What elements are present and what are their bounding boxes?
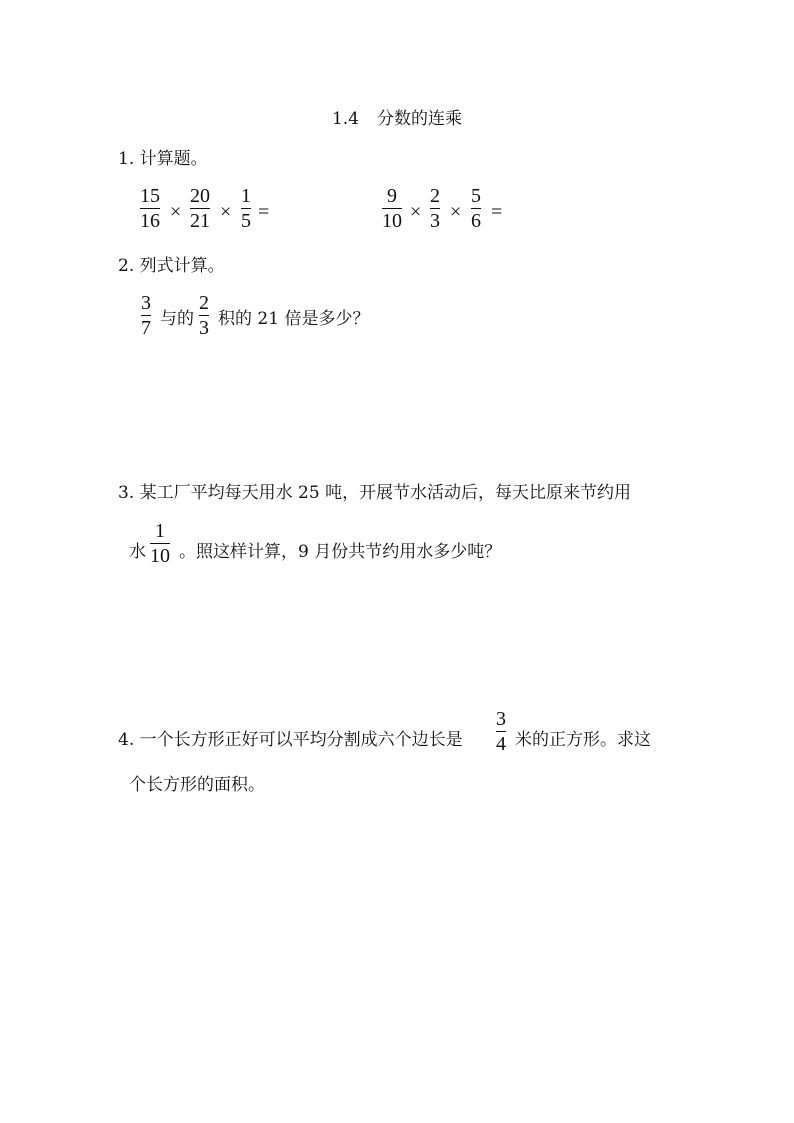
times-sign: × [450, 201, 462, 223]
fraction-bar [140, 208, 160, 209]
fraction [471, 185, 481, 232]
fraction [430, 185, 440, 232]
fraction-bar [150, 543, 170, 544]
denominator: 16 [140, 210, 160, 233]
fraction-bar [471, 208, 481, 209]
page-title [0, 104, 794, 129]
question-2-label: 2. 列式计算。 [118, 256, 225, 276]
times-sign: × [410, 201, 422, 223]
question-4-text: 4. 一个长方形正好可以平均分割成六个边长是 [118, 730, 463, 750]
fraction [241, 185, 251, 232]
numerator: 5 [471, 185, 481, 207]
question-4-line-2: 个长方形的面积。 [129, 775, 265, 795]
times-sign: × [170, 201, 182, 223]
fraction-bar [496, 731, 506, 732]
fraction [190, 185, 210, 232]
denominator: 5 [241, 210, 251, 233]
denominator: 10 [382, 210, 402, 233]
fraction [496, 708, 506, 755]
fraction [150, 520, 170, 567]
times-sign: × [220, 201, 232, 223]
numerator: 3 [141, 292, 151, 314]
fraction-bar [382, 208, 402, 209]
denominator: 6 [471, 210, 481, 233]
question-3-text: 水 [129, 542, 146, 562]
denominator: 7 [141, 317, 151, 340]
question-2-text: 积的 21 倍是多少？ [218, 309, 370, 329]
denominator: 3 [199, 317, 209, 340]
numerator: 2 [199, 292, 209, 314]
numerator: 9 [387, 185, 397, 207]
denominator: 4 [496, 733, 506, 756]
numerator: 1 [155, 520, 165, 542]
fraction [199, 292, 209, 339]
question-3-line-1: 3. 某工厂平均每天用水 25 吨，开展节水活动后，每天比原来节约用 [118, 483, 632, 503]
numerator: 2 [430, 185, 440, 207]
fraction-bar [199, 315, 209, 316]
fraction [382, 185, 402, 232]
section-number: 1.4 [331, 109, 360, 129]
denominator: 3 [430, 210, 440, 233]
numerator: 20 [190, 185, 210, 207]
denominator: 10 [150, 545, 170, 568]
question-3-text: 。照这样计算，9 月份共节约用水多少吨？ [179, 542, 502, 562]
denominator: 21 [190, 210, 210, 233]
equals-sign: = [491, 201, 503, 223]
equals-sign: = [258, 201, 270, 223]
fraction-bar [141, 315, 151, 316]
fraction-bar [430, 208, 440, 209]
fraction-bar [190, 208, 210, 209]
numerator: 15 [140, 185, 160, 207]
fraction-bar [241, 208, 251, 209]
numerator: 3 [496, 708, 506, 730]
question-2-text: 与的 [160, 309, 194, 329]
numerator: 1 [241, 185, 251, 207]
fraction [141, 292, 151, 339]
fraction [140, 185, 160, 232]
question-1-label: 1. 计算题。 [118, 149, 208, 169]
question-4-text: 米的正方形。求这 [515, 730, 651, 750]
section-title: 分数的连乘 [377, 109, 463, 129]
